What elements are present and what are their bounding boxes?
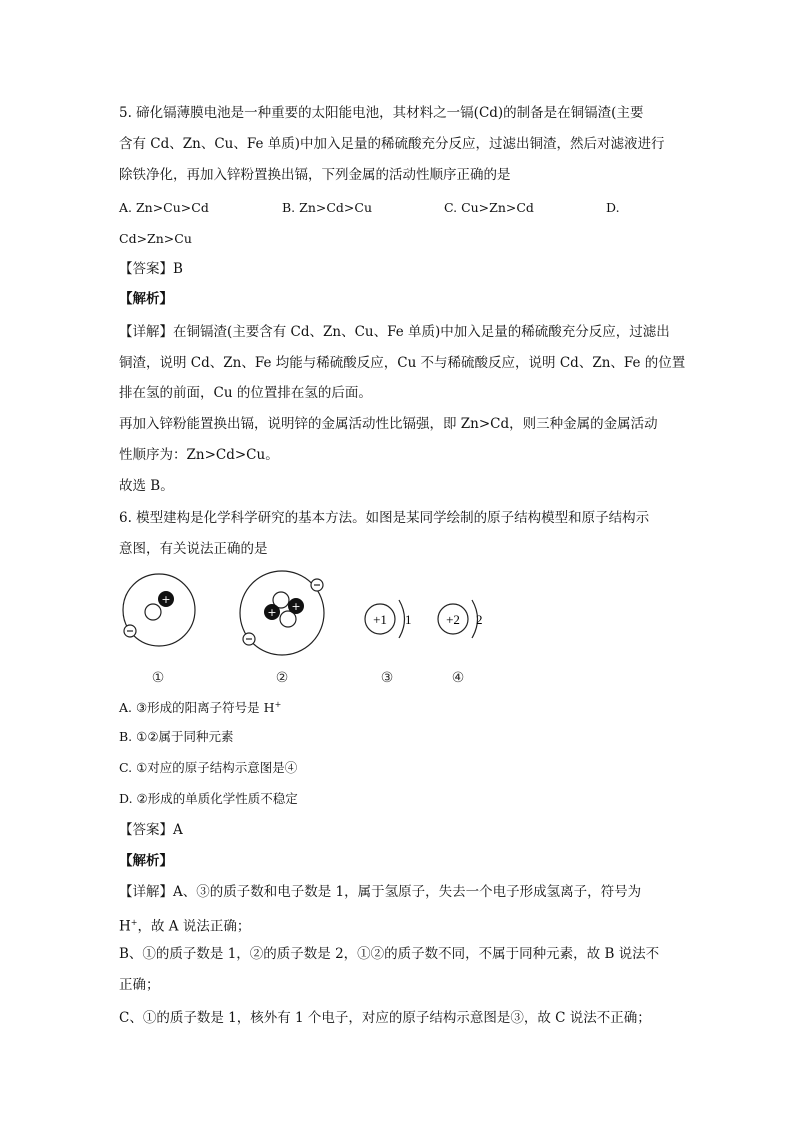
q6-option-d: D. ②形成的单质化学性质不稳定 <box>119 791 298 806</box>
nucleus-label-4: +2 <box>446 612 460 627</box>
q5-analysis-label: 【解析】 <box>119 291 173 307</box>
q6-answer: 【答案】A <box>119 822 183 838</box>
q6-option-c: C. ①对应的原子结构示意图是④ <box>119 760 298 775</box>
svg-text:+: + <box>161 593 171 606</box>
figure-label-4: ④ <box>451 670 465 686</box>
atom-model-1 <box>123 574 195 646</box>
q6-detail-line-1: 【详解】A、③的质子数和电子数是 1，属于氢原子，失去一个电子形成氢离子，符号为 <box>119 884 642 900</box>
shell-electrons-3: 1 <box>405 612 412 627</box>
nucleus-label-3: +1 <box>373 612 387 627</box>
atom-model-2 <box>240 571 324 655</box>
q5-detail-line-4: 再加入锌粉能置换出镉，说明锌的金属活动性比镉强，即 Zn>Cd，则三种金属的金属活动 <box>119 416 658 432</box>
q6-analysis-label: 【解析】 <box>119 853 173 869</box>
q5-option-d-continued: Cd>Zn>Cu <box>119 231 192 246</box>
q6-detail-line-3: B、①的质子数是 1，②的质子数是 2，①②的质子数不同，不属于同种元素，故 B 说法不 <box>119 946 660 962</box>
q6-stem-line-1: 6. 模型建构是化学科学研究的基本方法。如图是某同学绘制的原子结构模型和原子结构示 <box>119 510 650 526</box>
q5-option-a: A. Zn>Cu>Cd <box>119 200 209 215</box>
q6-detail-line-2-text: ，故 A 说法正确； <box>137 918 251 935</box>
q5-stem-line-3: 除铁净化，再加入锌粉置换出镉，下列金属的活动性顺序正确的是 <box>119 167 511 183</box>
shell-electrons-4: 2 <box>476 612 483 627</box>
q6-option-b: B. ①②属于同种元素 <box>119 729 234 744</box>
q5-detail-line-6: 故选 B。 <box>119 478 174 494</box>
q6-stem-line-2: 意图，有关说法正确的是 <box>119 541 268 557</box>
figure-label-2: ② <box>275 670 289 686</box>
svg-text:+: + <box>291 600 301 613</box>
q5-stem-line-2: 含有 Cd、Zn、Cu、Fe 单质)中加入足量的稀硫酸充分反应，过滤出铜渣，然后对滤液进行 <box>119 136 665 152</box>
q6-detail-line-4: 正确； <box>119 977 160 993</box>
q5-answer: 【答案】B <box>119 261 183 277</box>
q5-stem-line-1: 5. 碲化镉薄膜电池是一种重要的太阳能电池，其材料之一镉(Cd)的制备是在铜镉渣(主要 <box>119 105 644 121</box>
q6-option-a <box>119 695 281 718</box>
hydrogen-ion-symbol: H <box>119 918 131 935</box>
q5-detail-line-2: 铜渣，说明 Cd、Zn、Fe 均能与稀硫酸反应，Cu 不与稀硫酸反应，说明 Cd、Zn、Fe 的位置 <box>119 355 686 371</box>
atom-structure-figure <box>110 568 510 693</box>
q5-detail-line-1: 【详解】在铜镉渣(主要含有 Cd、Zn、Cu、Fe 单质)中加入足量的稀硫酸充分反应，过滤出 <box>119 324 670 340</box>
neutron <box>145 604 161 620</box>
q5-option-b: B. Zn>Cd>Cu <box>282 200 372 215</box>
q5-detail-line-3: 排在氢的前面，Cu 的位置排在氢的后面。 <box>119 385 372 401</box>
figure-label-3: ③ <box>380 670 394 686</box>
q6-detail-line-2 <box>119 913 250 937</box>
hydrogen-ion-charge: + <box>130 918 138 927</box>
q5-detail-line-5: 性顺序为：Zn>Cd>Cu。 <box>119 447 279 463</box>
q5-option-c: C. Cu>Zn>Cd <box>444 200 534 215</box>
q6-detail-line-5: C、①的质子数是 1，核外有 1 个电子，对应的原子结构示意图是③，故 C 说法不正确； <box>119 1010 651 1026</box>
q6-option-a-superscript: + <box>274 700 282 709</box>
q5-option-d: D. <box>606 200 620 215</box>
atom-diagram-4 <box>438 600 483 638</box>
figure-label-1: ① <box>151 670 165 686</box>
q6-option-a-text: A. ③形成的阳离子符号是 H <box>119 700 275 716</box>
svg-text:+: + <box>267 606 277 619</box>
atom-diagram-3 <box>365 600 412 638</box>
